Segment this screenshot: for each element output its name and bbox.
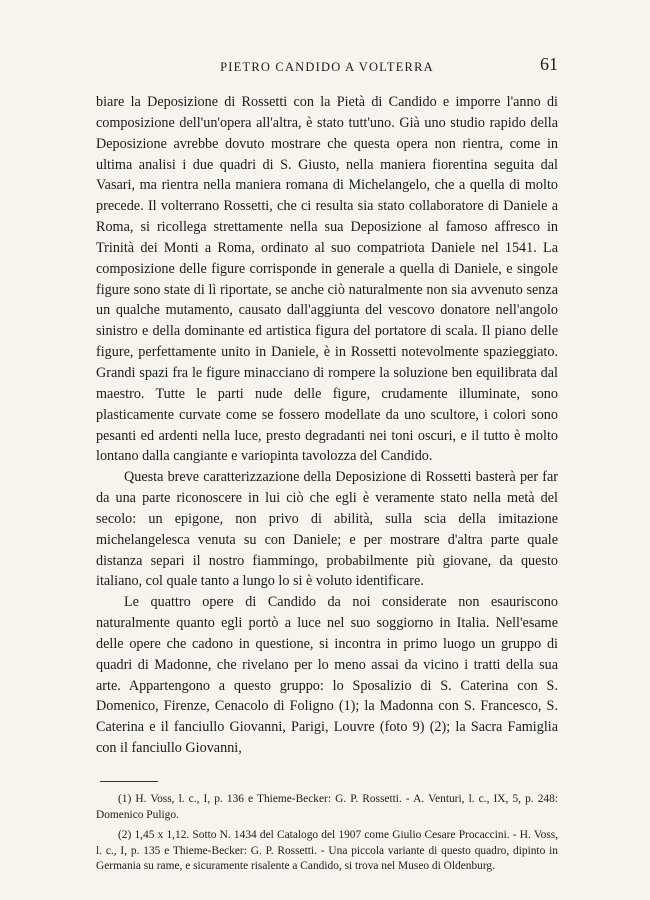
body-text [96,92,558,759]
footnote: (2) 1,45 x 1,12. Sotto N. 1434 del Catalogo del 1907 come Giulio Cesare Procaccini. - H. Voss, l. c., I, p. 135 e Thieme-Becker: G. P. Rossetti. - Una piccola variante di questo quadro, dipinto in Germania su rame, e sicuramente risalente a Candido, si trova nel Museo di Oldenburg. [96,829,558,873]
paragraph: Questa breve caratterizzazione della Deposizione di Rossetti basterà per far da una parte riconoscere in lui ciò che egli è veramente stato nella metà del secolo: un epigone, non privo di abilità, sulla scia della imitazione michelangelesca venuta su con Daniele; e per mostrare d'altra parte quale distanza separi il nostro fiammingo, probabilmente più giovane, da questo italiano, col quale tanto a lungo lo si è voluto identificare. [96,469,558,590]
page-header [96,52,558,76]
footnotes [96,792,558,875]
running-title: PIETRO CANDIDO A VOLTERRA [220,60,434,74]
paragraph: Le quattro opere di Candido da noi considerate non esauriscono naturalmente quanto egli portò a luce nel suo soggiorno in Italia. Nell'esame delle opere che cadono in questione, si incontra in primo luogo un gruppo di quadri di Madonne, che rivelano per lo meno assai da vicino i tratti della sua arte. Appartengono a questo gruppo: lo Sposalizio di S. Caterina con S. Domenico, Firenze, Cenacolo di Foligno (1); la Madonna con S. Francesco, S. Caterina e il fanciullo Giovanni, Parigi, Louvre (foto 9) (2); la Sacra Famiglia con il fanciullo Giovanni, [96,594,558,757]
book-page [96,52,558,880]
footnote: (1) H. Voss, l. c., I, p. 136 e Thieme-Becker: G. P. Rossetti. - A. Venturi, l. c., IX, 5, p. 248: Domenico Puligo. [96,793,558,821]
paragraph: biare la Deposizione di Rossetti con la Pietà di Candido e imporre l'anno di composizione dell'un'opera all'altra, è stato tutt'uno. Già uno studio rapido della Deposizione avrebbe dovuto mostrare che questa opera non rientra, come in ultima analisi i due quadri di S. Giusto, nella maniera fiorentina seguita dal Vasari, ma rientra nella maniera romana di Michelangelo, che a quella di molto precede. Il volterrano Rossetti, che ci resulta sia stato collaboratore di Daniele a Roma, si ricollega strettamente nella sua Deposizione al famoso affresco in Trinità dei Monti a Roma, ordinato al suo compatriota Daniele nel 1541. La composizione delle figure corrisponde in generale a quella di Daniele, e singole figure sono state di lì riportate, se anche ciò naturalmente non sia avvenuto senza un qualche mutamento, causato dall'aggiunta del vescovo donatore nell'angolo sinistro e della dominante ed artistica figura del portatore di scala. Il piano delle figure, perfettamente unito in Daniele, è in Rossetti notevolmente spazieggiato. Grandi spazi fra le figure minacciano di rompere la soluzione ben equilibrata dal maestro. Tutte le parti nude delle figure, crudamente illuminate, sono plasticamente curvate come se fossero modellate da uno scultore, i colori sono pesanti ed ardenti nella luce, presto degradanti nei toni oscuri, e il tutto è molto lontano dalla cangiante e variopinta tavolozza del Candido. [96,94,558,465]
footnote-separator [100,781,158,782]
page-number: 61 [540,54,558,74]
